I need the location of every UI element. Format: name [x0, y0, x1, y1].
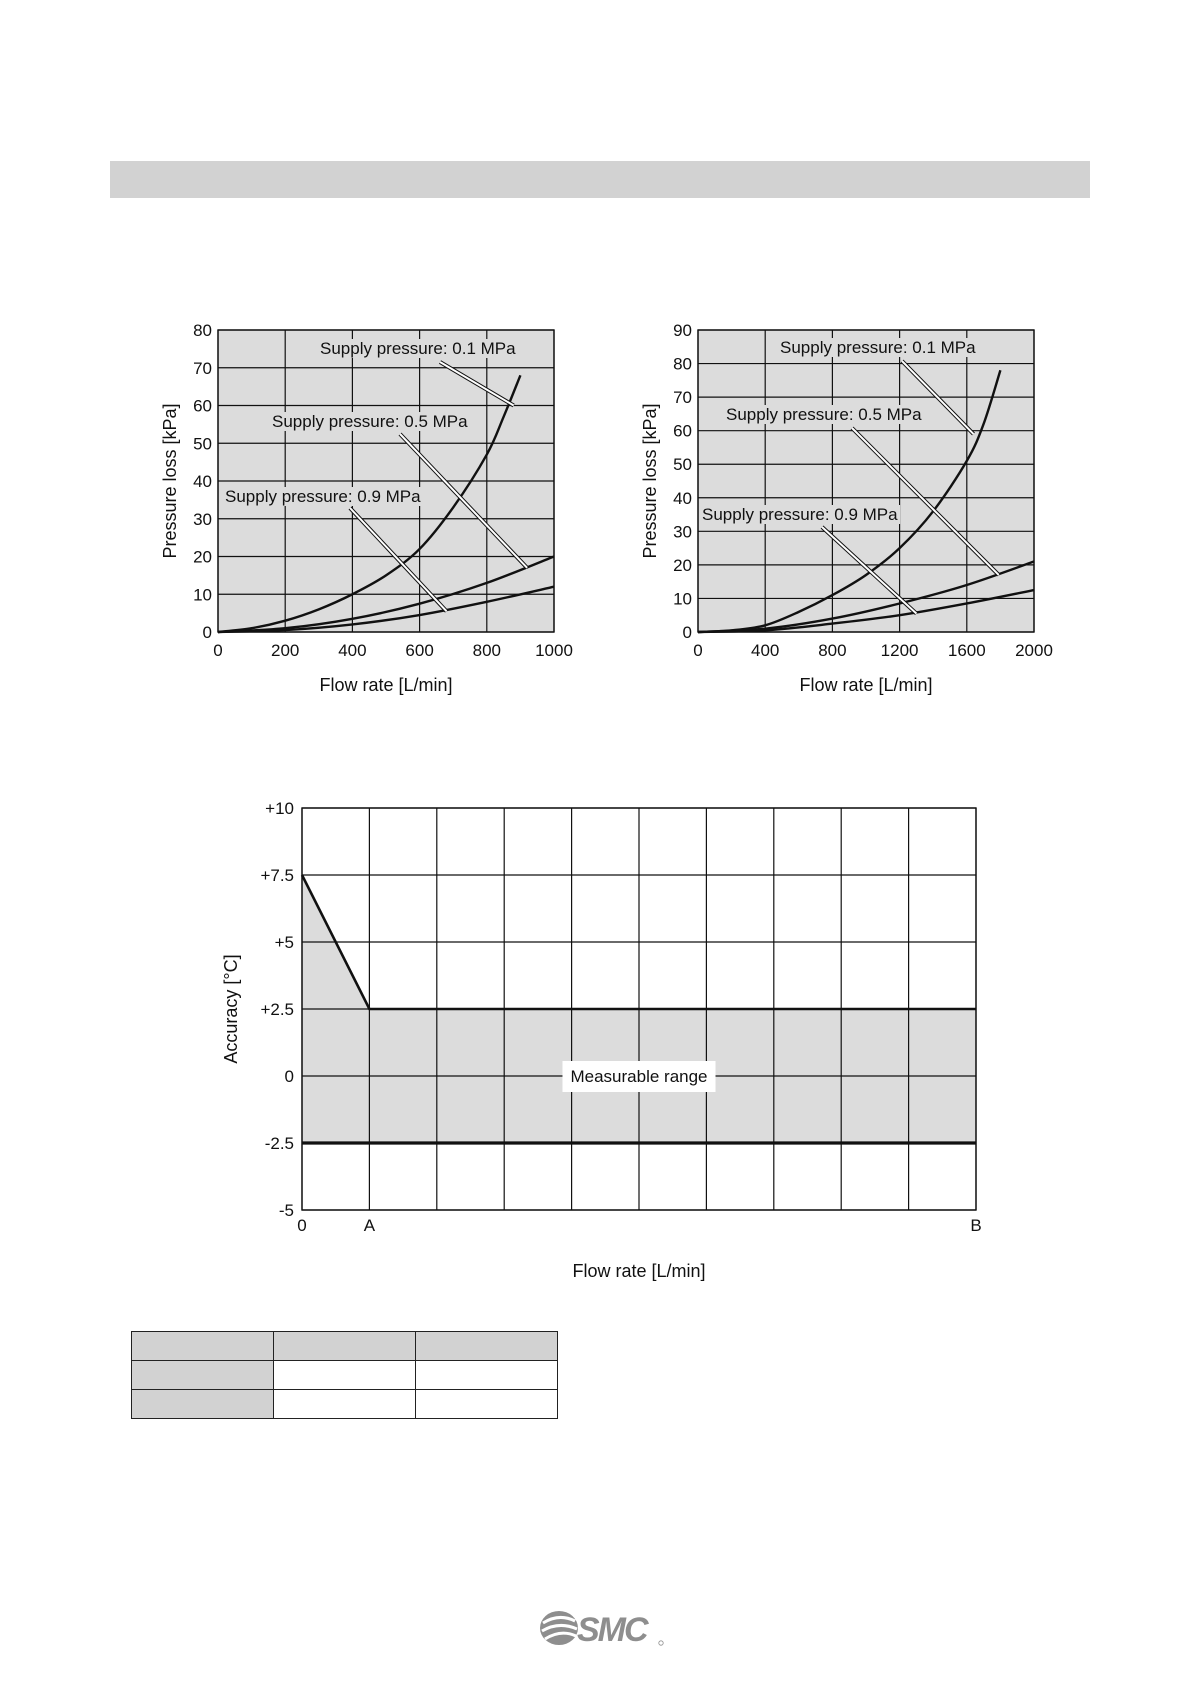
x-tick-label: 800: [472, 641, 501, 660]
y-axis-label: Pressure loss [kPa]: [160, 403, 180, 559]
x-tick-label: 2000: [1015, 641, 1053, 660]
y-tick-label: 0: [202, 623, 212, 642]
annotation-label: Supply pressure: 0.5 MPa: [272, 412, 468, 431]
y-tick-label: -5: [278, 1201, 294, 1220]
annotation-label: Supply pressure: 0.1 MPa: [780, 338, 976, 357]
x-tick-label: 0: [693, 641, 703, 660]
y-tick-label: 40: [193, 472, 212, 491]
y-tick-label: 80: [673, 354, 692, 374]
table-row: [132, 1332, 558, 1361]
annotation-label: Supply pressure: 0.9 MPa: [225, 487, 421, 506]
y-tick-label: 10: [673, 589, 692, 609]
accuracy-chart: [200, 790, 1000, 1290]
table-cell: [274, 1361, 416, 1390]
x-tick-label: 1200: [880, 641, 919, 660]
x-tick-label: 400: [338, 641, 367, 660]
x-tick-label: 400: [751, 641, 780, 660]
y-tick-label: 50: [193, 434, 212, 454]
x-axis-label: Flow rate [L/min]: [572, 1261, 706, 1281]
y-tick-label: 10: [193, 585, 212, 605]
table-cell: [132, 1390, 274, 1419]
y-tick-label: 30: [673, 522, 692, 542]
region-label: Measurable range: [570, 1067, 708, 1086]
table-cell: [132, 1361, 274, 1390]
y-tick-label: +10: [265, 799, 294, 818]
section-header-band: [110, 161, 1090, 198]
y-tick-label: 40: [673, 488, 692, 508]
table-cell: [132, 1332, 274, 1361]
x-axis-label: Flow rate [L/min]: [799, 675, 933, 695]
x-tick-label: B: [970, 1216, 982, 1235]
y-tick-label: +2.5: [260, 1000, 294, 1019]
y-tick-label: +5: [274, 933, 294, 952]
x-tick-label: 200: [271, 641, 300, 660]
table-row: [132, 1390, 558, 1419]
table-cell: [274, 1332, 416, 1361]
table-row: [132, 1361, 558, 1390]
smc-swoosh-icon: [540, 1611, 578, 1645]
table-cell: [274, 1390, 416, 1419]
pressure-loss-chart-1000: [150, 318, 590, 698]
x-tick-label: 0: [297, 1216, 307, 1235]
y-tick-label: +7.5: [260, 866, 294, 885]
x-tick-label: 800: [818, 641, 847, 660]
y-tick-label: 30: [193, 509, 212, 529]
table-cell: [416, 1390, 558, 1419]
table-cell: [416, 1332, 558, 1361]
table-cell: [416, 1361, 558, 1390]
smc-logo-text: SMC: [577, 1611, 647, 1649]
x-tick-label: 600: [405, 641, 434, 660]
y-tick-label: 50: [673, 455, 692, 475]
registered-mark: [659, 1641, 663, 1645]
y-axis-label: Pressure loss [kPa]: [640, 403, 660, 559]
annotation-label: Supply pressure: 0.9 MPa: [702, 505, 898, 524]
spec-table: [131, 1331, 558, 1419]
pressure-loss-chart-2000: [630, 318, 1070, 698]
y-tick-label: -2.5: [264, 1134, 294, 1153]
y-tick-label: 70: [193, 358, 212, 378]
x-tick-label: 1600: [947, 641, 986, 660]
x-tick-label: 1000: [535, 641, 573, 660]
plot-area: [698, 330, 1034, 632]
y-tick-label: 60: [193, 396, 212, 416]
x-tick-label: A: [363, 1216, 376, 1235]
annotation-label: Supply pressure: 0.5 MPa: [726, 405, 922, 424]
y-tick-label: 70: [673, 388, 692, 408]
x-axis-label: Flow rate [L/min]: [319, 675, 453, 695]
y-tick-label: 20: [193, 547, 212, 567]
annotation-label: Supply pressure: 0.1 MPa: [320, 339, 516, 358]
y-tick-label: 60: [673, 421, 692, 441]
y-tick-label: 20: [673, 555, 692, 575]
y-tick-label: 0: [284, 1067, 294, 1086]
x-tick-label: 0: [213, 641, 223, 660]
y-tick-label: 0: [682, 623, 692, 642]
y-axis-label: Accuracy [°C]: [221, 954, 241, 1064]
smc-logo: [537, 1603, 667, 1651]
y-tick-label: 90: [673, 321, 692, 340]
y-tick-label: 80: [193, 321, 212, 340]
